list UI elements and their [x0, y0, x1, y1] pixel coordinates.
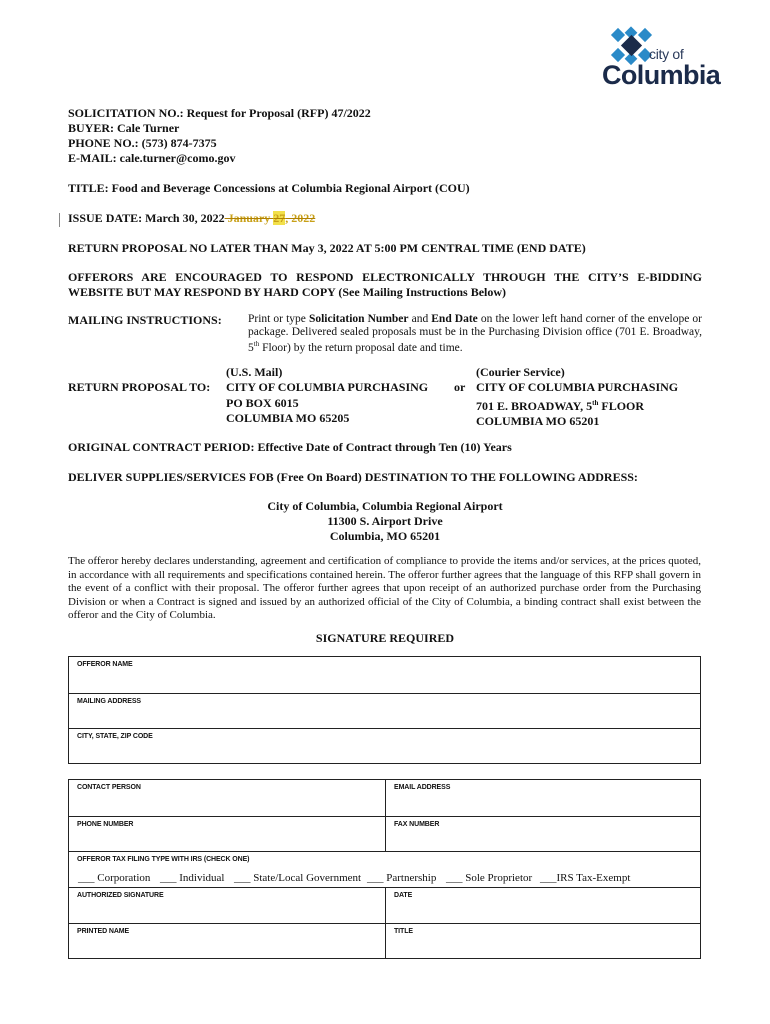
- city-state-zip-field[interactable]: CITY, STATE, ZIP CODE: [69, 728, 700, 763]
- contact-info-box: [68, 779, 701, 959]
- printed-name-field[interactable]: PRINTED NAME: [69, 923, 385, 958]
- issue-date-struck-month: January: [224, 211, 274, 225]
- mailing-instructions-text: Print or type Solicitation Number and End Date on the lower left hand corner of the envelope or package. Delivered sealed proposals must be in the Purchasing Division office (701 E. Broadway, 5th Floor) by the return proposal date and time.: [248, 313, 702, 354]
- option-irs-tax-exempt[interactable]: ___IRS Tax-Exempt: [540, 872, 631, 884]
- solicitation-number: SOLICITATION NO.: Request for Proposal (RFP) 47/2022: [68, 106, 371, 120]
- logo-city-of-text: city of: [649, 46, 684, 62]
- fax-number-field[interactable]: FAX NUMBER: [386, 816, 700, 851]
- or-separator: or: [454, 380, 466, 394]
- contact-person-field[interactable]: CONTACT PERSON: [77, 784, 141, 791]
- option-individual[interactable]: ___ Individual: [160, 872, 225, 884]
- delivery-instructions: DELIVER SUPPLIES/SERVICES FOB (Free On Board) DESTINATION TO THE FOLLOWING ADDRESS:: [68, 470, 638, 484]
- delivery-address: City of Columbia, Columbia Regional Airport 11300 S. Airport Drive Columbia, MO 65201: [267, 499, 503, 543]
- mailing-instructions-label: MAILING INSTRUCTIONS:: [68, 313, 222, 327]
- title-field[interactable]: TITLE: [386, 923, 700, 958]
- end-date-emphasis: End Date: [431, 313, 478, 325]
- signature-required-heading: SIGNATURE REQUIRED: [315, 631, 455, 645]
- return-deadline: RETURN PROPOSAL NO LATER THAN May 3, 2022 AT 5:00 PM CENTRAL TIME (END DATE): [68, 241, 586, 255]
- tax-filing-type-field: OFFEROR TAX FILING TYPE WITH IRS (CHECK ONE): [69, 851, 700, 887]
- issue-date-struck-day: 27: [273, 211, 286, 225]
- city-of-columbia-logo: [602, 26, 742, 92]
- date-field[interactable]: DATE: [386, 887, 700, 923]
- option-partnership[interactable]: ___ Partnership: [367, 872, 437, 884]
- email: E-MAIL: cale.turner@como.gov: [68, 151, 236, 165]
- return-proposal-label: RETURN PROPOSAL TO:: [68, 380, 211, 394]
- option-sole-proprietor[interactable]: ___ Sole Proprietor: [446, 872, 533, 884]
- issue-date: [68, 211, 315, 226]
- offeror-name-field[interactable]: OFFEROR NAME: [77, 661, 133, 668]
- offerors-line-1: OFFERORS ARE ENCOURAGED TO RESPOND ELECTRONICALLY THROUGH THE CITY’S E-BIDDING: [68, 270, 702, 284]
- us-mail-address: (U.S. Mail) CITY OF COLUMBIA PURCHASING PO BOX 6015 COLUMBIA MO 65205: [226, 365, 429, 425]
- issue-date-struck-year: , 2022: [285, 211, 316, 225]
- courier-address: (Courier Service) CITY OF COLUMBIA PURCHASING 701 E. BROADWAY, 5th FLOOR COLUMBIA MO 65201: [476, 365, 679, 428]
- offeror-info-box: [68, 656, 701, 764]
- option-corporation[interactable]: ___ Corporation: [78, 872, 151, 884]
- change-bar: [59, 213, 60, 227]
- logo-columbia-text: Columbia: [602, 60, 721, 90]
- solicitation-number-emphasis: Solicitation Number: [308, 313, 409, 325]
- option-state-local-government[interactable]: ___ State/Local Government: [234, 872, 362, 884]
- authorized-signature-field[interactable]: AUTHORIZED SIGNATURE: [69, 887, 385, 923]
- header-info: [68, 106, 371, 166]
- offerors-notice: [68, 270, 702, 300]
- issue-date-label: ISSUE DATE: March 30, 2022: [68, 211, 225, 225]
- phone-number-field[interactable]: PHONE NUMBER: [69, 816, 385, 851]
- email-address-field[interactable]: EMAIL ADDRESS: [394, 784, 451, 791]
- mailing-address-field[interactable]: MAILING ADDRESS: [69, 693, 700, 728]
- phone-number: PHONE NO.: (573) 874-7375: [68, 136, 217, 150]
- contract-period: ORIGINAL CONTRACT PERIOD: Effective Date of Contract through Ten (10) Years: [68, 440, 512, 454]
- buyer: BUYER: Cale Turner: [68, 121, 180, 135]
- document-title: TITLE: Food and Beverage Concessions at Columbia Regional Airport (COU): [68, 181, 470, 195]
- offerors-line-2: WEBSITE BUT MAY RESPOND BY HARD COPY (See Mailing Instructions Below): [68, 285, 507, 299]
- declaration-paragraph: The offeror hereby declares understanding, agreement and certification of compliance to provide the items and/or services, at the prices quoted, in accordance with all requirements and specifications contained herein. The offeror further agrees that the language of this RFP shall govern in the event of a conflict with their proposal. The offeror further agrees that upon receipt of an authorized purchase order from the Purchasing Division or when a Contract is signed and issued by an authorized official of the City of Columbia, a binding contract shall exist between the offeror and the City of Columbia.: [68, 555, 701, 621]
